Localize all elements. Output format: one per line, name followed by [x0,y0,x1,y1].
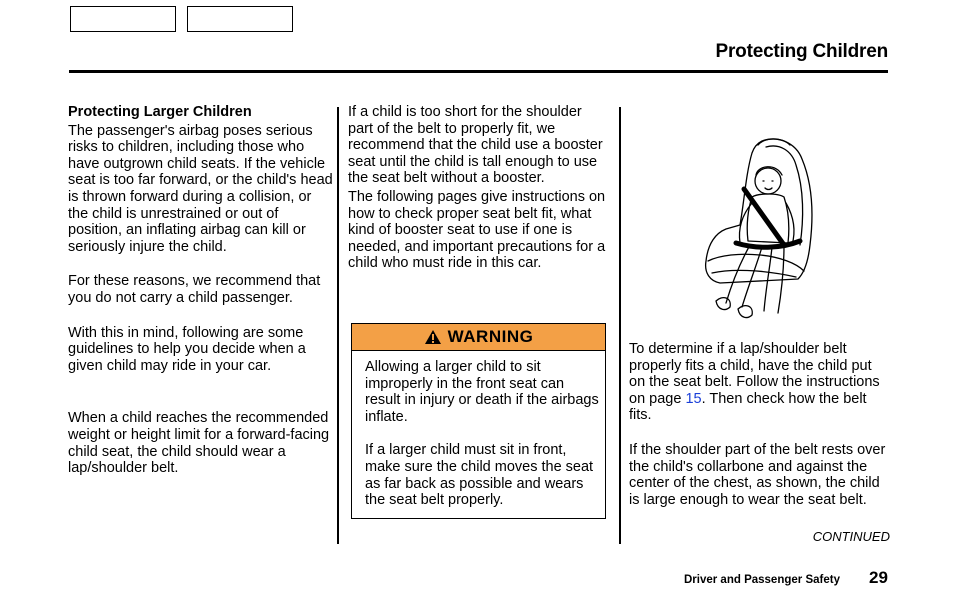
nav-tab-box-2[interactable] [187,6,293,32]
page-number: 29 [869,568,888,587]
warning-paragraph-1: Allowing a larger child to sit improperly in the front seat can result in injury or death if the airbags inflate. [365,359,599,425]
header-divider [69,70,888,73]
warning-triangle-icon [424,329,442,345]
warning-box [351,323,606,519]
column-divider-1 [337,107,339,544]
warning-header [352,324,605,351]
footer-section-label: Driver and Passenger Safety [684,574,840,586]
paragraph-airbag-risks: The passenger's airbag poses serious risks to children, including those who have outgrown child seats. If the vehicle seat is too far forward, or the child's head is thrown forward during a collision, or the child is unrestrained or out of position, an inflating airbag can kill or seriously injure the child. [68,122,333,255]
warning-paragraph-2: If a larger child must sit in front, make sure the child moves the seat as far back as possible and wears the seat belt properly. [365,442,594,509]
paragraph-guidelines: With this in mind, following are some guidelines to help you decide when a given child may ride in your car. [68,324,306,374]
warning-title: WARNING [447,327,534,346]
paragraph-belt-fit-check [629,341,891,424]
paragraph-booster-seat: If a child is too short for the shoulder part of the belt to properly fit, we recommend that the child use a booster seat until the child is tall enough to use the seat belt without a booster. [348,104,603,187]
subsection-heading: Protecting Larger Children [68,104,252,120]
child-in-seat-with-belt-illustration [700,133,818,329]
middle-column [348,104,610,272]
nav-tab-box-1[interactable] [70,6,176,32]
belt-fit-text-before: To determine if a lap/shoulder belt properly fits a child, have the child put on the seat belt. Follow the instructions on page [629,341,880,407]
belt-fit-text-after: . Then check how the belt fits. [629,390,867,424]
right-column [629,341,891,508]
page-reference-link[interactable]: 15 [685,390,702,407]
page-title: Protecting Children [715,41,888,62]
paragraph-following-pages: The following pages give instructions on how to check proper seat belt fit, what kind of booster seat to use if one is needed, and important precautions for a child who must ride in this car. [348,188,606,272]
column-divider-2 [619,107,621,544]
warning-body [365,359,599,509]
paragraph-recommendation: For these reasons, we recommend that you do not carry a child passenger. [68,273,321,306]
paragraph-shoulder-belt-position: If the shoulder part of the belt rests over the child's collarbone and against the center of the chest, as shown, the child is large enough to wear the seat belt. [629,441,886,508]
paragraph-weight-limit: When a child reaches the recommended weight or height limit for a forward-facing child seat, the child should wear a lap/shoulder belt. [68,410,330,477]
left-column [68,104,334,477]
continued-label: CONTINUED [812,529,890,544]
